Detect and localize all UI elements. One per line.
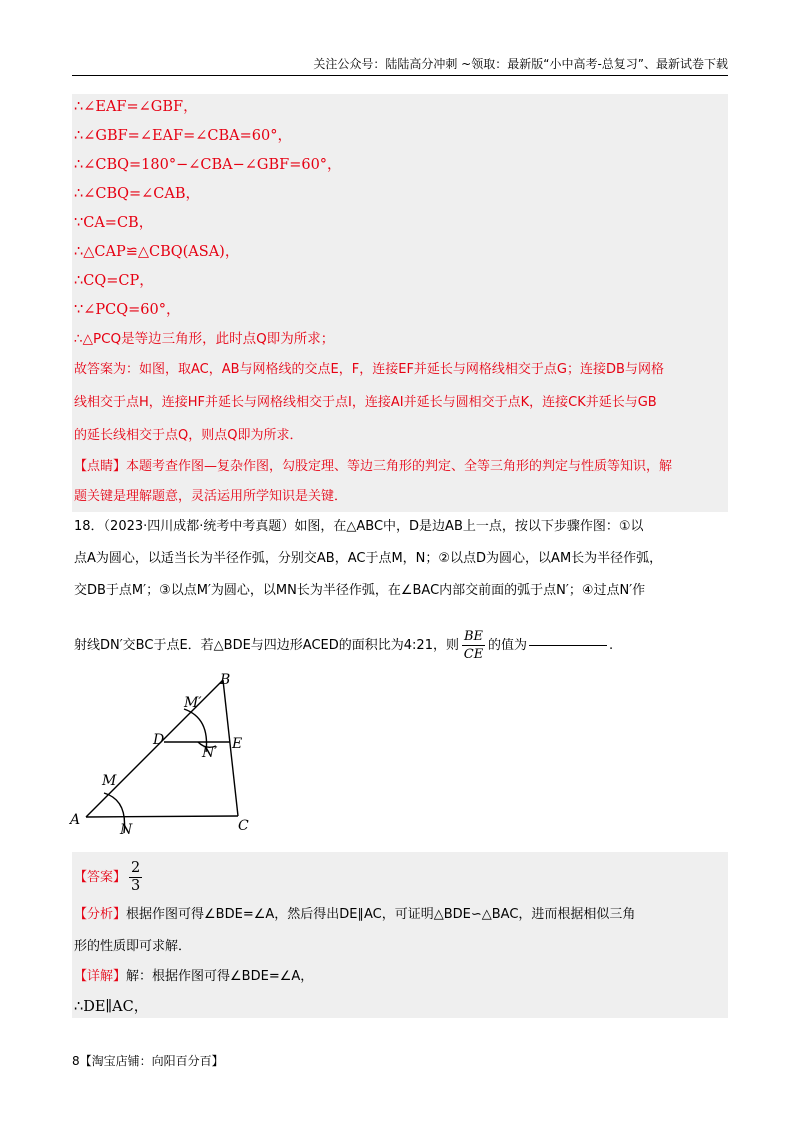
- answer-fraction: [129, 860, 142, 895]
- label-n: N: [120, 822, 133, 838]
- header-rule: [72, 75, 728, 76]
- label-m: M: [102, 773, 117, 789]
- label-d: D: [153, 732, 165, 748]
- proof-line-6: ∴△CAP≌△CBQ(ASA)，: [74, 244, 240, 260]
- answer-line-3: 的延长线相交于点Q，则点Q即为所求．: [74, 428, 303, 443]
- detail-tag: 【详解】: [74, 969, 127, 984]
- proof-line-1: ∴∠EAF=∠GBF，: [74, 99, 198, 115]
- answer-tag: 【答案】: [74, 869, 127, 885]
- proof-line-7: ∴CQ=CP，: [74, 273, 154, 289]
- fraction-numerator: BE: [463, 629, 484, 644]
- analysis-text-1: 根据作图可得∠BDE=∠A，然后得出DE∥AC，可证明△BDE∽△BAC，进而根据相似三角: [126, 907, 636, 922]
- answer-denominator: 3: [131, 878, 141, 894]
- ratio-fraction: [462, 628, 485, 663]
- detail-line-2: ∴DE∥AC，: [74, 999, 149, 1015]
- page-header: 关注公众号：陆陆高分冲刺 ~领取：最新版“小中高考-总复习”、最新试卷下载: [313, 57, 728, 71]
- answer-line-2: 线相交于点H，连接HF并延长与网格线相交于点I，连接AI并延长与圆相交于点K，连接CK并延长与GB: [74, 395, 657, 410]
- label-n-prime: N′: [202, 745, 218, 761]
- page-footer: 8【淘宝店铺：向阳百分百】: [72, 1054, 224, 1068]
- triangle-figure: [68, 670, 268, 840]
- label-c: C: [238, 818, 249, 834]
- problem-18-end: .: [609, 637, 614, 653]
- problem-18-line-4: [74, 628, 613, 663]
- proof-line-2: ∴∠GBF=∠EAF=∠CBA=60°，: [74, 128, 292, 144]
- label-e: E: [232, 736, 243, 752]
- solution-block: [72, 852, 728, 1018]
- problem-18-text-b: 的值为: [488, 637, 528, 653]
- comment-line-2: 题关键是理解题意，灵活运用所学知识是关键．: [74, 489, 348, 504]
- analysis-tag: 【分析】: [74, 907, 127, 922]
- detail-line-1: [74, 966, 313, 988]
- label-b: B: [220, 672, 231, 688]
- problem-18-line-2: 点A为圆心，以适当长为半径作弧，分别交AB，AC于点M，N；②以点D为圆心，以AM长为半径作弧，: [74, 551, 663, 566]
- proof-line-5: ∵CA=CB，: [74, 215, 154, 231]
- answer-numerator: 2: [131, 860, 141, 876]
- fraction-denominator: CE: [463, 647, 484, 662]
- analysis-line-1: [74, 904, 635, 926]
- comment-line-1: 【点睛】本题考查作图—复杂作图，勾股定理、等边三角形的判定、全等三角形的判定与性质等知识，解: [74, 459, 673, 474]
- proof-line-3: ∴∠CBQ=180°−∠CBA−∠GBF=60°，: [74, 157, 342, 173]
- proof-line-8: ∵∠PCQ=60°，: [74, 302, 181, 318]
- analysis-line-2: 形的性质即可求解．: [74, 939, 192, 954]
- answer-blank: [529, 645, 607, 646]
- answer-row: [74, 860, 145, 895]
- answer-line-1: 故答案为：如图，取AC，AB与网格线的交点E，F，连接EF并延长与网格线相交于点G；连接DB与网格: [74, 362, 664, 377]
- problem-18-text-a: 射线DN′交BC于点E．若△BDE与四边形ACED的面积比为4:21，则: [74, 637, 459, 653]
- detail-text-1: 解：根据作图可得∠BDE=∠A，: [126, 969, 314, 984]
- problem-18-line-1: 18．（2023·四川成都·统考中考真题）如图，在△ABC中，D是边AB上一点，按以下步骤作图：①以: [74, 519, 644, 534]
- problem-18-line-3: 交DB于点M′；③以点M′为圆心，以MN长为半径作弧，在∠BAC内部交前面的弧于点N′；④过点N′作: [74, 583, 646, 598]
- side-ac: [86, 816, 238, 817]
- proof-line-4: ∴∠CBQ=∠CAB，: [74, 186, 201, 202]
- label-a: A: [70, 812, 81, 828]
- label-m-prime: M′: [184, 695, 202, 711]
- proof-line-9: ∴△PCQ是等边三角形，此时点Q即为所求；: [74, 331, 335, 347]
